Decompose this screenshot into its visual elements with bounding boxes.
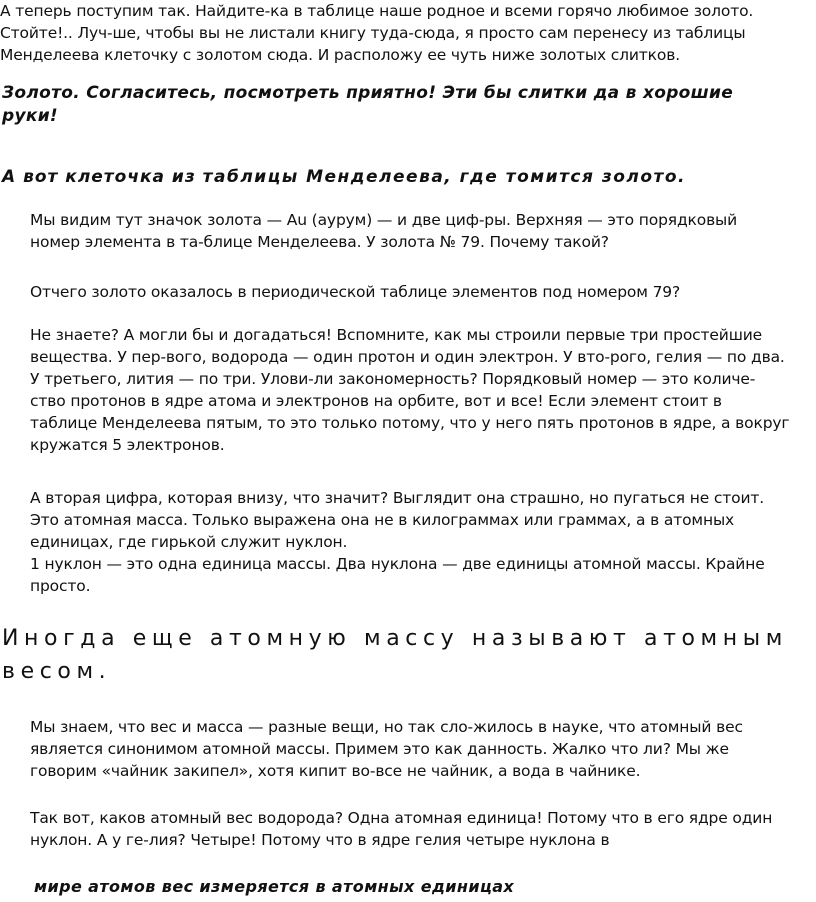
hydrogen-paragraph: Так вот, каков атомный вес водорода? Одна атомная единица! Потому что в его ядре один нуклон. А у ге-лия? Четыре! Потому что в ядре гелия четыре нуклона в	[30, 809, 773, 849]
nucleon-paragraph: 1 нуклон — это одна единица массы. Два нуклона — две единицы атомной массы. Крайне просто.	[30, 555, 765, 595]
gold-heading: Золото. Согласитесь, посмотреть приятно! Эти бы слитки да в хорошие руки!	[2, 83, 734, 126]
question-paragraph: Отчего золото оказалось в периодической таблице элементов под номером 79?	[30, 283, 681, 301]
cell-heading-part1: А вот клеточка из	[2, 167, 203, 187]
footer-heading: мире атомов вес измеряется в атомных единицах	[34, 877, 515, 896]
weight-mass-paragraph: Мы знаем, что вес и масса — разные вещи, но так сло-жилось в науке, что атомный вес является синонимом атомной массы. Примем это как данность. Жалко что ли? Мы же говорим «чайник закипел», хотя кипит во-все не чайник, а вода в чайнике.	[30, 718, 743, 780]
intro-paragraph: А теперь поступим так. Найдите-ка в таблице наше родное и всеми горячо любимое золото. Стойте!.. Луч-ше, чтобы вы не листали книгу туда-сюда, я просто сам перенесу из таблицы Менделеева клеточку с золотом сюда. И расположу ее чуть ниже золотых слитков.	[0, 2, 754, 64]
cell-heading-part2: таблицы Менделеева, где томится золото.	[202, 167, 687, 187]
explanation-paragraph: Не знаете? А могли бы и догадаться! Вспомните, как мы строили первые три простейшие вещества. У пер-вого, водорода — один протон и один электрон. У вто-рого, гелия — по два. У третьего, лития — по три. Улови-ли закономерность? Порядковый номер — это количе-ство протонов в ядре атома и электронов на орбите, вот и все! Если элемент стоит в таблице Менделеева пятым, то это только потому, что у него пять протонов в ядре, а вокруг кружатся 5 электронов.	[30, 326, 790, 454]
atomic-weight-heading: Иногда еще атомную массу называют атомным весом.	[2, 626, 788, 684]
cell-heading	[2, 166, 792, 189]
symbol-paragraph: Мы видим тут значок золота — Au (аурум) — и две циф-ры. Верхняя — это порядковый номер элемента в та-блице Менделеева. У золота № 79. Почему такой?	[30, 211, 738, 251]
second-number-paragraph: А вторая цифра, которая внизу, что значит? Выглядит она страшно, но пугаться не стоит. Это атомная масса. Только выражена она не в килограммах или граммах, а в атомных единицах, где гирькой служит нуклон.	[30, 489, 765, 551]
